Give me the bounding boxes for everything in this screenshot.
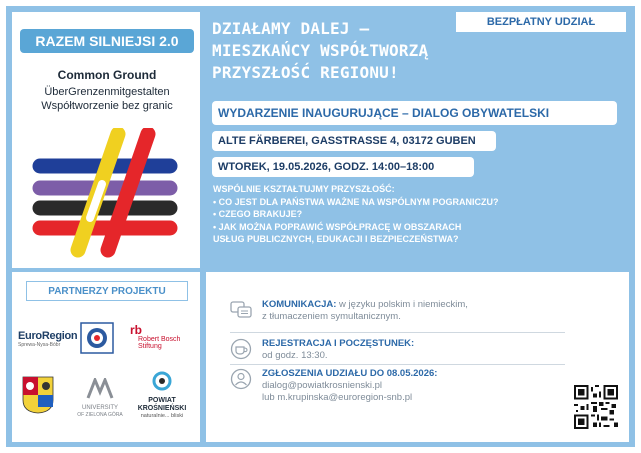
communication-label: KOMUNIKACJA: [262, 299, 337, 310]
headline [212, 18, 472, 84]
university-name: UNIVERSITY [81, 405, 118, 411]
headline-line-2: MIESZKAŃCY WSPÓŁTWORZĄ [212, 41, 429, 60]
registration-row [230, 338, 610, 364]
person-icon [230, 368, 252, 390]
question-item: • JAK MOŻNA POPRAWIĆ WSPÓŁPRACĘ W OBSZARACH [213, 221, 462, 232]
divider [230, 364, 565, 365]
qr-code[interactable] [574, 385, 618, 429]
application-label: ZGŁOSZENIA UDZIAŁU DO 08.05.2026: [262, 368, 438, 379]
application-text [262, 368, 437, 404]
university-zg-logo [70, 378, 130, 418]
powiat-mark-icon [151, 370, 173, 392]
questions-intro: WSPÓLNIE KSZTAŁTUJMY PRZYSZŁOŚĆ: [213, 184, 395, 194]
euroregion-emblem-icon [80, 322, 114, 354]
registration-time: od godz. 13:30. [262, 350, 328, 361]
chat-bubbles-icon [230, 299, 252, 321]
project-subtitle-de: ÜberGrenzenmitgestalten [44, 86, 170, 98]
bosch-mark-icon: rb [130, 323, 142, 337]
powiat-line-2: KROŚNIEŃSKI [137, 405, 187, 412]
registration-label: REJESTRACJA I POCZĘSTUNEK: [262, 338, 415, 349]
powiat-krosnienski-logo [130, 370, 194, 420]
bosch-name: Robert Bosch [138, 336, 181, 343]
questions-block [213, 183, 613, 246]
university-subtitle: OF ZIELONA GÓRA [77, 412, 123, 418]
project-subtitle-pl: Współtworzenie bez granic [41, 100, 173, 112]
bosch-foundation-logo [130, 324, 192, 350]
application-email-1[interactable]: dialog@powiatkrosnienski.pl [262, 380, 383, 391]
headline-line-3: PRZYSZŁOŚĆ REGIONU! [212, 63, 399, 82]
question-item: • CZEGO BRAKUJE? [213, 209, 303, 219]
event-datetime: WTOREK, 19.05.2026, GODZ. 14:00–18:00 [212, 157, 474, 177]
project-chip: RAZEM SILNIEJSI 2.0 [20, 29, 194, 53]
euroregion-logo [18, 330, 80, 348]
free-entry-badge: BEZPŁATNY UDZIAŁ [456, 12, 626, 32]
bosch-subtitle: Stiftung [138, 343, 162, 350]
headline-line-1: DZIAŁAMY DALEJ – [212, 19, 370, 38]
hashtag-logo [30, 128, 180, 258]
coffee-cup-icon [230, 338, 252, 360]
project-title: Common Ground [57, 68, 157, 82]
euroregion-name: EuroRegion [18, 330, 78, 342]
partners-chip: PARTNERZY PROJEKTU [26, 281, 188, 301]
powiat-line-1: POWIAT [148, 397, 176, 404]
powiat-tagline: naturalnie... bliski [140, 413, 184, 419]
university-mark-icon [85, 378, 115, 400]
communication-row [230, 299, 610, 329]
county-coat-of-arms-icon [22, 376, 54, 414]
event-type: WYDARZENIE INAUGURUJĄCE – DIALOG OBYWATELSKI [212, 101, 617, 125]
application-email-2[interactable]: lub m.krupinska@euroregion-snb.pl [262, 392, 413, 403]
communication-detail-2: z tłumaczeniem symultanicznym. [262, 311, 401, 322]
communication-detail: w języku polskim i niemieckim, [336, 299, 468, 310]
event-location: ALTE FÄRBEREI, GASSTRASSE 4, 03172 GUBEN [212, 131, 496, 151]
divider [230, 332, 565, 333]
question-item-continued: USŁUG PUBLICZNYCH, EDUKACJI I BEZPIECZEŃSTWA? [213, 234, 459, 244]
application-row [230, 368, 610, 408]
communication-text [262, 299, 468, 323]
question-item: • CO JEST DLA PAŃSTWA WAŻNE NA WSPÓLNYM POGRANICZU? [213, 196, 499, 207]
euroregion-subtitle: Sprewa-Nysa-Bóbr [18, 342, 61, 348]
registration-text [262, 338, 414, 362]
